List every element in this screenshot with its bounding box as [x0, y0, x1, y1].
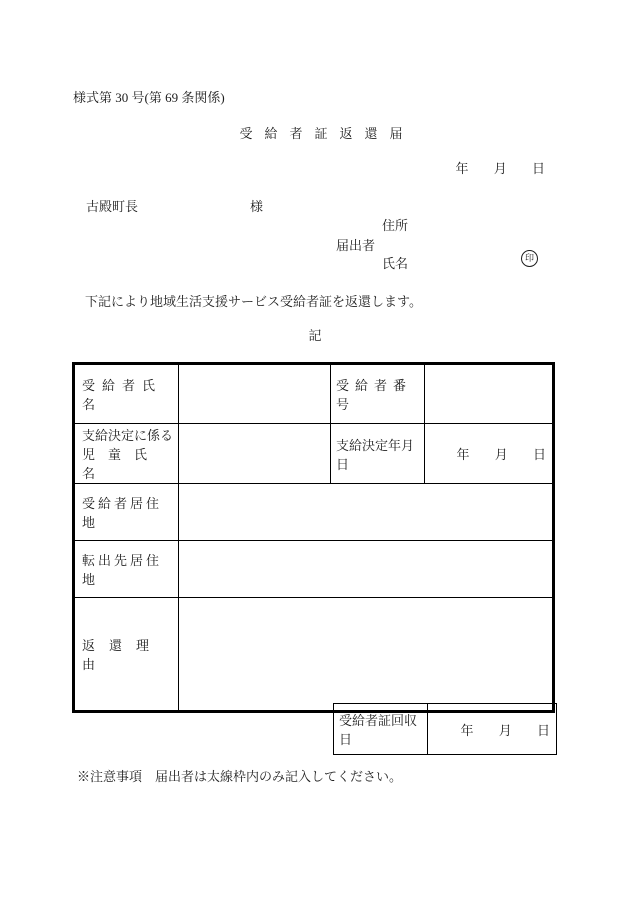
recipient-number-field[interactable]	[425, 364, 554, 424]
applicant-address-label: 住所	[382, 218, 409, 233]
collection-date-field: 年 月 日	[428, 704, 557, 755]
recipient-address-label: 受給者居住地	[74, 484, 179, 541]
applicant-name-label: 氏名	[382, 256, 409, 271]
applicant-group-label: 届出者	[336, 238, 376, 253]
child-name-label	[74, 424, 179, 484]
return-reason-field[interactable]	[179, 598, 554, 712]
footnote: ※注意事項 届出者は太線枠内のみ記入してください。	[77, 769, 403, 784]
child-name-label-line2: 児童氏名	[82, 447, 161, 481]
collection-date-label: 受給者証回収日	[334, 704, 428, 755]
recipient-name-label: 受給者氏名	[74, 364, 179, 424]
grant-date-label: 支給決定年月日	[331, 424, 425, 484]
recipient-number-label: 受給者番号	[331, 364, 425, 424]
form-number: 様式第 30 号(第 69 条関係)	[73, 90, 225, 105]
collection-date-table	[333, 703, 557, 755]
recipient-address-field[interactable]	[179, 484, 554, 541]
child-name-field[interactable]	[179, 424, 331, 484]
addressee-honorific: 様	[250, 199, 264, 214]
return-form-table	[72, 362, 555, 713]
grant-date-field[interactable]: 年 月 日	[425, 424, 554, 484]
child-name-label-line1: 支給決定に係る	[82, 428, 174, 443]
seal-icon: 印	[521, 250, 538, 267]
intro-sentence: 下記により地域生活支援サービス受給者証を返還します。	[85, 294, 422, 309]
addressee: 古殿町長	[86, 199, 139, 214]
record-marker: 記	[308, 328, 322, 343]
form-title: 受給者証返還届	[239, 126, 415, 141]
moveout-address-field[interactable]	[179, 541, 554, 598]
moveout-address-label: 転出先居住地	[74, 541, 179, 598]
return-reason-label: 返還理由	[74, 598, 179, 712]
submission-date: 年 月 日	[455, 161, 545, 176]
recipient-name-field[interactable]	[179, 364, 331, 424]
